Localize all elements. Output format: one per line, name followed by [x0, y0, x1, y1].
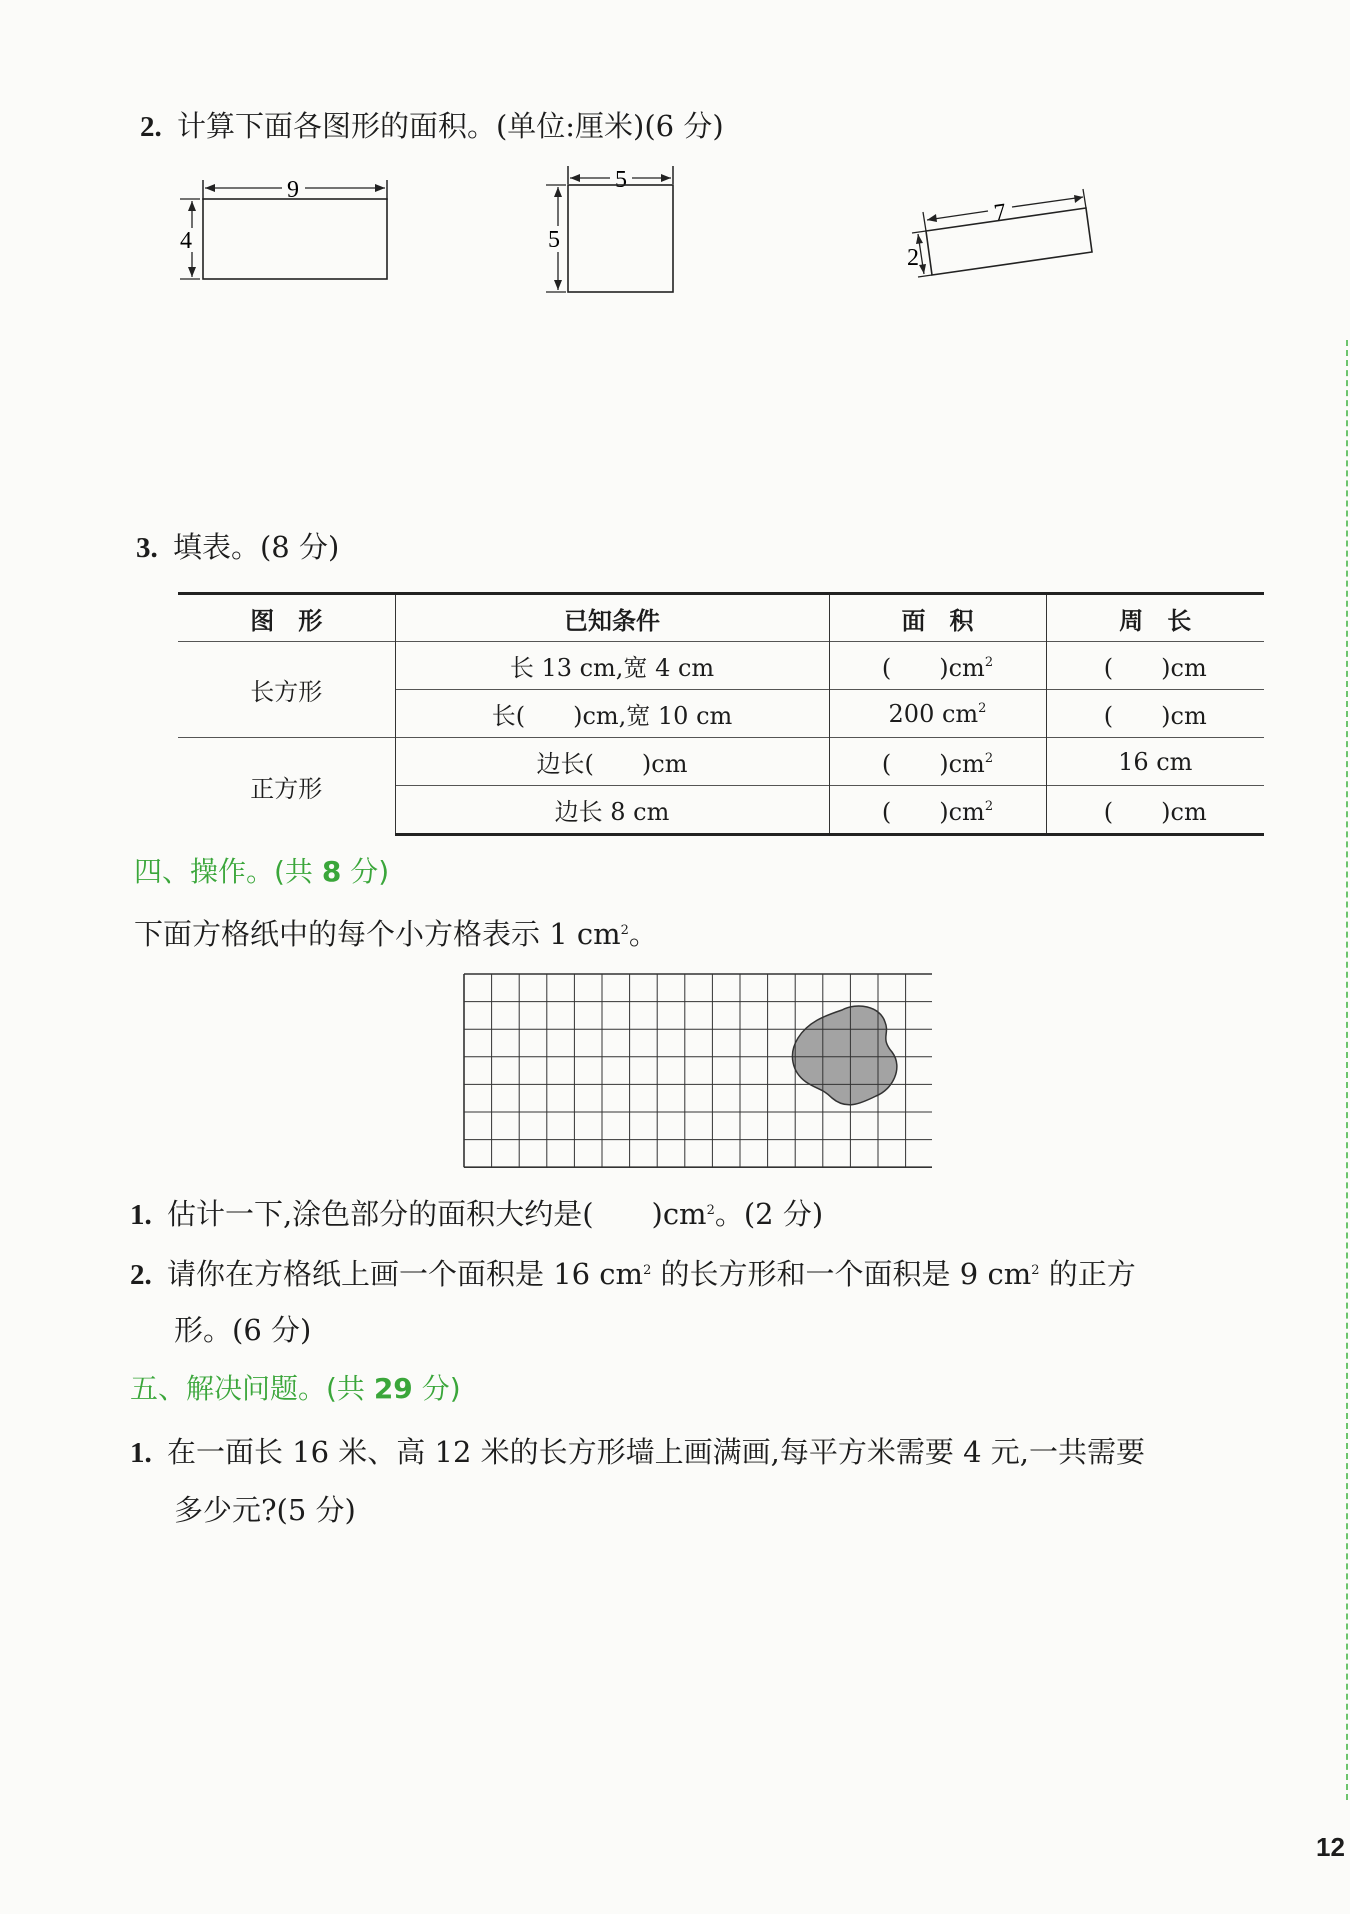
- q3-heading: [136, 525, 339, 566]
- figure-tilted-rectangle-7x2: [900, 180, 1100, 290]
- cell-condition: 边长 8 cm: [395, 786, 829, 835]
- q2-text: 计算下面各图形的面积。(单位:厘米)(6 分): [176, 109, 724, 143]
- header-shape: 图 形: [178, 594, 395, 642]
- cell-area: 200 $cm^2$: [829, 690, 1046, 738]
- margin-guide-line: [1346, 340, 1348, 1800]
- section-5-q1-line2: 多少元?(5 分): [174, 1493, 356, 1527]
- section-5-title: 五、解决问题。(共 29 分): [130, 1372, 461, 1405]
- cell-area[interactable]: ( )$cm^2$: [829, 786, 1046, 835]
- cell-area[interactable]: ( )$cm^2$: [829, 642, 1046, 690]
- cell-perimeter[interactable]: ( )cm: [1046, 786, 1264, 835]
- q2-number: 2.: [140, 111, 162, 143]
- q3-text: 填表。(8 分): [172, 530, 340, 564]
- fig3-height-label: 2: [907, 245, 919, 271]
- grid-paper[interactable]: [462, 972, 932, 1168]
- section-5-q1: 1. 在一面长 16 米、高 12 米的长方形墙上画满画,每平方米需要 4 元,一共需要: [130, 1435, 1145, 1469]
- section-4-q2: 2. 请你在方格纸上画一个面积是 16 $cm^2$ 的长方形和一个面积是 9 $cm^2$ 的正方: [130, 1257, 1136, 1291]
- fig1-height-label: 4: [180, 228, 192, 254]
- cell-perimeter[interactable]: ( )cm: [1046, 642, 1264, 690]
- section-4-q2-line2: 形。(6 分): [174, 1313, 312, 1347]
- section-4-q1: 1. 估计一下,涂色部分的面积大约是( )$cm^2$。(2 分): [130, 1197, 824, 1231]
- q3-number: 3.: [136, 532, 158, 564]
- q2-heading: [140, 104, 724, 145]
- fig2-height-label: 5: [548, 227, 560, 253]
- fig3-width-label: 7: [992, 199, 1008, 227]
- shape-rectangle: 长方形: [178, 642, 395, 738]
- table-row: [178, 738, 1264, 786]
- cell-condition: 长 13 cm,宽 4 cm: [395, 642, 829, 690]
- figure-rectangle-9x4: [170, 170, 400, 290]
- shaded-region: [792, 1006, 896, 1105]
- cell-condition[interactable]: 长( )cm,宽 10 cm: [395, 690, 829, 738]
- header-condition: 已知条件: [395, 594, 829, 642]
- page-number: 12: [1316, 1832, 1345, 1862]
- fill-table: [178, 592, 1264, 836]
- section-4-title: 四、操作。(共 8 分): [134, 855, 390, 888]
- fig2-width-label: 5: [615, 167, 627, 193]
- fig1-width-label: 9: [287, 177, 299, 203]
- table-row: [178, 642, 1264, 690]
- section-4-intro: 下面方格纸中的每个小方格表示 1 $cm^2$。: [134, 917, 658, 951]
- header-area: 面 积: [829, 594, 1046, 642]
- header-perimeter: 周 长: [1046, 594, 1264, 642]
- table-header-row: [178, 594, 1264, 642]
- figure-square-5x5: [540, 160, 680, 300]
- cell-perimeter: 16 cm: [1046, 738, 1264, 786]
- cell-area[interactable]: ( )$cm^2$: [829, 738, 1046, 786]
- shape-square: 正方形: [178, 738, 395, 835]
- cell-condition[interactable]: 边长( )cm: [395, 738, 829, 786]
- cell-perimeter[interactable]: ( )cm: [1046, 690, 1264, 738]
